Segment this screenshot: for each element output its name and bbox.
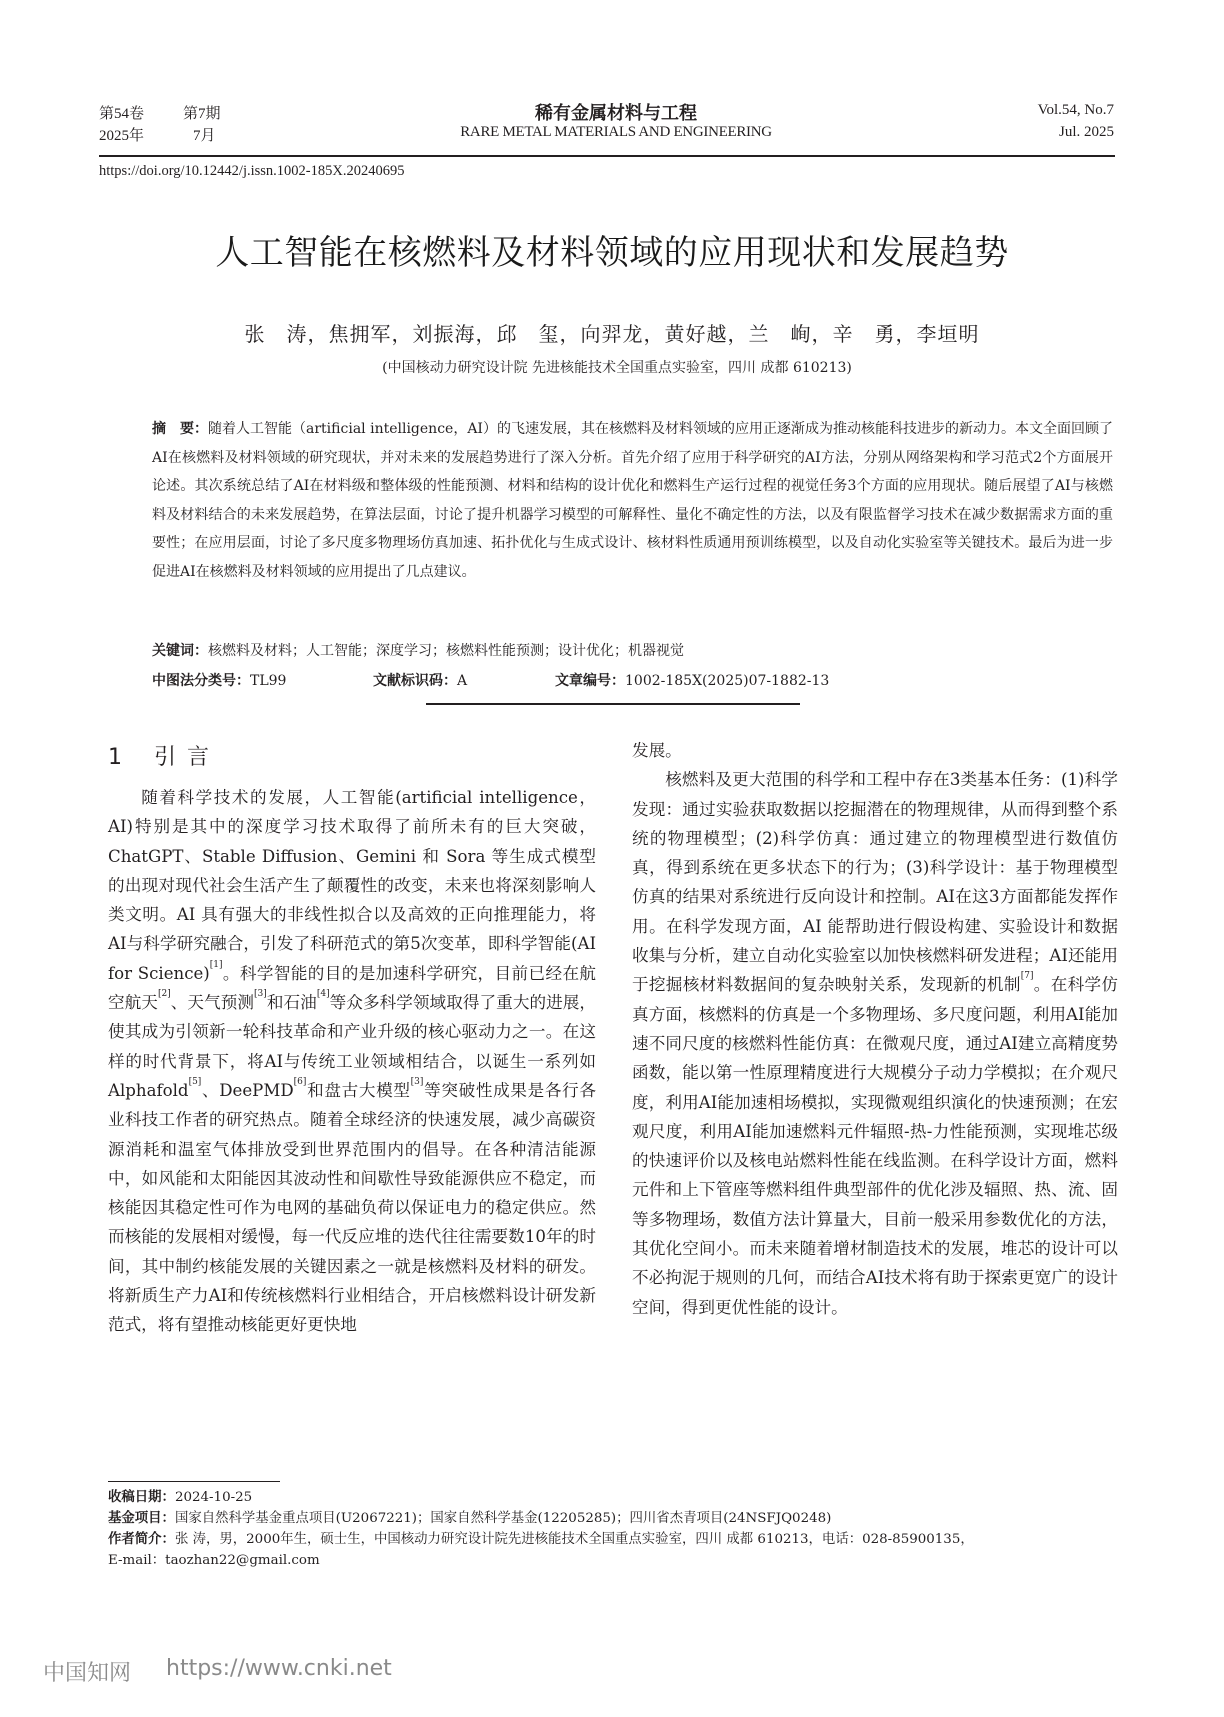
fund-value: 国家自然科学基金重点项目(U2067221)；国家自然科学基金(12205285)；四川省杰青项目(24NSFJQ0248) — [174, 1511, 832, 1526]
year-cn: 2025年 — [99, 128, 145, 144]
footnote-rule — [108, 1481, 280, 1482]
body-text: 。科学智能的目的是加速科学研究，目前已经在航空航天 — [108, 963, 597, 1013]
section-heading — [108, 740, 211, 771]
section-number: 1 — [108, 745, 124, 770]
body-text: 和盘古大模型 — [306, 1080, 411, 1100]
footnote-author — [108, 1529, 1118, 1550]
body-text: 等众多科学领域取得了重大的进展，使其成为引领新一轮科技革命和产业升级的核心驱动力之一。在这样的时代背景下，将AI与传统工业领域相结合，以诞生一系列如 Alphafold — [108, 993, 597, 1100]
clc-value: TL99 — [250, 673, 287, 689]
body-text: 随着科学技术的发展，人工智能(artificial intelligence，AI)特别是其中的深度学习技术取得了前所未有的巨大突破，ChatGPT、Stable Diffusion、Gemini 和 Sora 等生成式模型的出现对现代社会生活产生了颠覆性的改变，未来也将深刻影响人类文明。AI 具有强大的非线性拟合以及高效的正向推理能力，将AI与科学研究融合，引发了科研范式的第5次变革，即科学智能(AI for Science) — [108, 788, 596, 983]
paragraph-continuation: 发展。 — [632, 741, 682, 760]
doc-code-label: 文献标识码： — [373, 673, 457, 689]
date-en: Jul. 2025 — [1058, 124, 1114, 140]
clc-number — [152, 670, 286, 690]
citation-ref[interactable]: [1] — [209, 959, 223, 970]
abstract-text: 随着人工智能（artificial intelligence，AI）的飞速发展，其在核燃料及材料领域的应用正逐渐成为推动核能科技进步的新动力。本文全面回顾了AI在核燃料及材料领域的研究现状，并对未来的发展趋势进行了深入分析。首先介绍了应用于科学研究的AI方法，分别从网络架构和学习范式2个方面展开论述。其次系统总结了AI在材料级和整体级的性能预测、材料和结构的设计优化和燃料生产运行过程的视觉任务3个方面的应用现状。随后展望了AI与核燃料及材料结合的未来发展趋势，在算法层面，讨论了提升机器学习模型的可解释性、量化不确定性的方法，以及有限监督学习技术在减少数据需求方面的重要性；在应用层面，讨论了多尺度多物理场仿真加速、拓扑优化与生成式设计、核材料性质通用预训练模型，以及自动化实验室等关键技术。最后为进一步促进AI在核燃料及材料领域的应用提出了几点建议。 — [152, 421, 1113, 580]
journal-title-cn: 稀有金属材料与工程 — [535, 103, 697, 124]
citation-ref[interactable]: [6] — [293, 1076, 307, 1087]
citation-ref[interactable]: [7] — [1020, 971, 1034, 982]
abstract — [152, 415, 1113, 586]
volume-cn: 第54卷 — [99, 106, 145, 122]
body-text: 等突破性成果是各行各业科技工作者的研究热点。随着全球经济的快速发展，减少高碳资源消耗和温室气体排放受到世界范围内的倡导。在各种清洁能源中，如风能和太阳能因其波动性和间歇性导致能源供应不稳定，而核能因其稳定性可作为电网的基础负荷以保证电力的稳定供应。然而核能的发展相对缓慢，每一代反应堆的迭代往往需要数10年的时间，其中制约核能发展的关键因素之一就是核燃料及材料的研发。将新质生产力AI和传统核燃料行业相结合，开启核燃料设计研发新范式，将有望推动核能更好更快地 — [108, 1080, 597, 1335]
issue-cn: 第7期 — [183, 106, 221, 122]
abstract-divider — [426, 703, 800, 705]
body-text: 核燃料及更大范围的科学和工程中存在3类基本任务：(1)科学发现：通过实验获取数据以挖掘潜在的物理规律，从而得到整个系统的物理模型；(2)科学仿真：通过建立的物理模型进行数值仿真，得到系统在更多状态下的行为；(3)科学设计：基于物理模型仿真的结果对系统进行反向设计和控制。AI在这3方面都能发挥作用。在科学发现方面，AI 能帮助进行假设构建、实验设计和数据收集与分析，建立自动化实验室以加快核燃料研发进程；AI还能用于挖掘核材料数据间的复杂映射关系，发现新的机制 — [632, 770, 1118, 995]
document-code — [373, 670, 467, 690]
paragraph — [108, 783, 596, 1340]
author-bio-label: 作者简介： — [108, 1532, 175, 1547]
article-number-label: 文章编号： — [555, 673, 625, 689]
keywords — [152, 640, 684, 660]
volume-en: Vol.54, No.7 — [1037, 102, 1114, 118]
citation-ref[interactable]: [3] — [254, 989, 267, 1000]
body-text: 。在科学仿真方面，核燃料的仿真是一个多物理场、多尺度问题，利用AI能加速不同尺度的核燃料性能仿真：在微观尺度，通过AI建立高精度势函数，能以第一性原理精度进行大规模分子动力学模拟；在介观尺度，利用AI能加速相场模拟，实现微观组织演化的快速预测；在宏观尺度，利用AI能加速燃料元件辐照-热-力性能预测，实现堆芯级的快速评价以及核电站燃料性能在线监测。在科学设计方面，燃料元件和上下管座等燃料组件典型部件的优化涉及辐照、热、流、固等多物理场，数值方法计算量大，目前一般采用参数优化的方法，其优化空间小。而未来随着增材制造技术的发展，堆芯的设计可以不必拘泥于规则的几何，而结合AI技术将有助于探索更宽广的设计空间，得到更优性能的设计。 — [632, 975, 1119, 1317]
keywords-text: 核燃料及材料；人工智能；深度学习；核燃料性能预测；设计优化；机器视觉 — [208, 643, 684, 659]
author-list: 张 涛，焦拥军，刘振海，邱 玺，向羿龙，黄好越，兰 峋，辛 勇，李垣明 — [244, 322, 980, 346]
footnote-fund — [108, 1508, 831, 1529]
keywords-label: 关键词： — [152, 643, 208, 659]
article-title: 人工智能在核燃料及材料领域的应用现状和发展趋势 — [215, 233, 1009, 273]
article-number-value: 1002-185X(2025)07-1882-13 — [625, 673, 830, 689]
affiliation: (中国核动力研究设计院 先进核能技术全国重点实验室，四川 成都 610213) — [382, 360, 852, 376]
abstract-label: 摘 要： — [152, 421, 209, 437]
journal-title-en: RARE METAL MATERIALS AND ENGINEERING — [460, 124, 772, 140]
citation-ref[interactable]: [3] — [410, 1076, 424, 1087]
cnki-brand: 中国知网 — [43, 1661, 132, 1686]
doi-link[interactable]: https://doi.org/10.12442/j.issn.1002-185X.20240695 — [99, 163, 405, 179]
header-rule — [99, 155, 1115, 157]
body-text: 、天气预测 — [170, 993, 255, 1013]
body-text: 和石油 — [266, 993, 317, 1013]
section-title: 引 言 — [154, 745, 211, 770]
citation-ref[interactable]: [4] — [316, 989, 330, 1000]
month-cn: 7月 — [193, 128, 216, 144]
fund-label: 基金项目： — [108, 1511, 175, 1526]
citation-ref[interactable]: [5] — [188, 1076, 202, 1087]
received-value: 2024-10-25 — [174, 1490, 253, 1505]
author-bio-value: 张 涛，男，2000年生，硕士生，中国核动力研究设计院先进核能技术全国重点实验室，四川 成都 610213，电话：028-85900135， — [174, 1532, 974, 1547]
citation-ref[interactable]: [2] — [157, 989, 171, 1000]
footnote-received — [108, 1487, 252, 1508]
body-text: 、DeePMD — [201, 1080, 294, 1100]
received-label: 收稿日期： — [108, 1490, 175, 1505]
clc-label: 中图法分类号： — [152, 673, 250, 689]
doc-code-value: A — [457, 673, 468, 689]
cnki-url[interactable]: https://www.cnki.net — [166, 1656, 392, 1681]
body-column-right — [632, 736, 1118, 1322]
paragraph — [632, 765, 1118, 1322]
article-number — [555, 670, 829, 690]
footnote-email[interactable]: E-mail：taozhan22@gmail.com — [108, 1553, 320, 1568]
body-column-left — [108, 783, 596, 1340]
